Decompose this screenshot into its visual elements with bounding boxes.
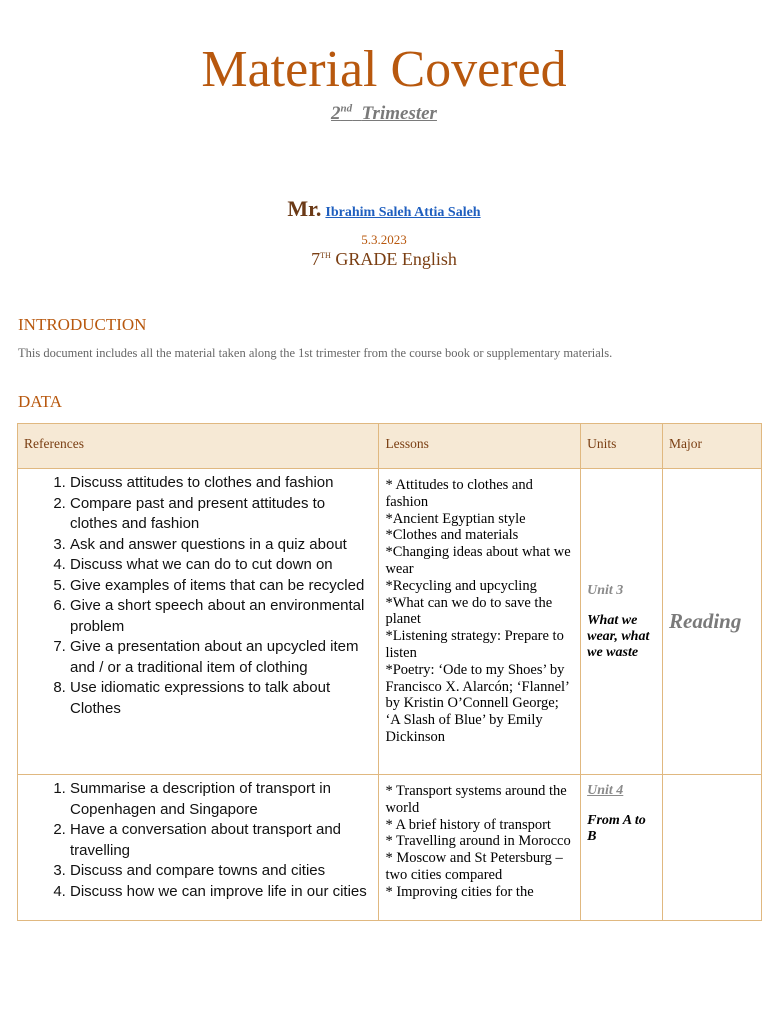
unit-name: What we wear, what we waste [587,612,650,660]
grade-suffix: TH [320,251,331,260]
unit-number: Unit 4 [587,783,624,798]
unit-cell [581,469,663,775]
unit-name: From A to B [587,813,646,844]
table-row [18,775,762,921]
table-row [18,469,762,775]
lesson-item: *What can we do to save the planet [385,594,553,628]
teacher-prefix: Mr. [287,196,322,221]
teacher-name-link[interactable]: Ibrahim Saleh Attia Saleh [325,205,481,220]
list-item: 8. Use idiomatic expressions to talk about Clothes [70,678,372,719]
subtitle-ordinal: 2 [331,103,341,125]
material-table [17,423,762,921]
column-header-references: References [18,424,379,469]
column-header-major: Major [663,424,762,469]
list-item: 1. Summarise a description of transport in Copenhagen and Singapore [70,779,372,820]
teacher-line [0,196,768,222]
references-list [22,779,372,902]
lesson-item: * Transport systems around the world [385,783,567,816]
unit-cell [581,775,663,921]
references-cell [18,469,379,775]
lesson-item: * Travelling around in Morocco [385,833,571,850]
major-cell [663,469,762,775]
document-subtitle [0,103,768,125]
lesson-item: *Poetry: ‘Ode to my Shoes’ by Francisco X. Alarcón; ‘Flannel’ by Kristin O’Connell George; ‘A Slash of Blue’ by Emily Dickinson [385,661,569,745]
column-header-lessons: Lessons [379,424,581,469]
subtitle-text: Trimester [361,103,437,125]
major-text: Reading [669,609,742,633]
lesson-item: * A brief history of transport [385,816,551,833]
major-cell [663,775,762,921]
list-item: 1. Discuss attitudes to clothes and fashion [70,473,372,494]
lesson-item: * Moscow and St Petersburg – two cities compared [385,850,563,883]
list-item: 5. Give examples of items that can be recycled [70,576,372,597]
list-item: 7. Give a presentation about an upcycled item and / or a traditional item of clothing [70,637,372,678]
grade-text: GRADE English [335,249,457,269]
document-title: Material Covered [201,41,567,98]
data-heading: DATA [18,392,62,411]
grade-number: 7 [311,249,321,269]
list-item: 6. Give a short speech about an environmental problem [70,596,372,637]
list-item: 4. Discuss how we can improve life in our cities [70,882,372,903]
list-item: 4. Discuss what we can do to cut down on [70,555,372,576]
lessons-cell [379,469,581,775]
column-header-units: Units [581,424,663,469]
lesson-item: *Changing ideas about what we wear [385,544,571,577]
references-cell [18,775,379,921]
list-item: 3. Ask and answer questions in a quiz about [70,535,372,556]
lesson-item: *Clothes and materials [385,527,519,544]
list-item: 3. Discuss and compare towns and cities [70,861,372,882]
subtitle-ordinal-suffix: nd [340,103,353,115]
lessons-cell [379,775,581,921]
table-header-row [18,424,762,469]
references-list [22,473,372,719]
document-date: 5.3.2023 [361,232,407,247]
grade-line [0,249,768,270]
introduction-heading: INTRODUCTION [18,315,147,334]
lesson-item: * Improving cities for the [385,883,534,900]
lesson-item: *Ancient Egyptian style [385,510,526,527]
lesson-item: * Attitudes to clothes and fashion [385,477,533,510]
introduction-text: This document includes all the material taken along the 1st trimester from the course book or supplementary materials. [18,346,613,360]
list-item: 2. Compare past and present attitudes to clothes and fashion [70,494,372,535]
lesson-item: *Listening strategy: Prepare to listen [385,628,564,661]
list-item: 2. Have a conversation about transport and travelling [70,820,372,861]
lesson-item: *Recycling and upcycling [385,577,537,594]
unit-number: Unit 3 [587,582,624,598]
